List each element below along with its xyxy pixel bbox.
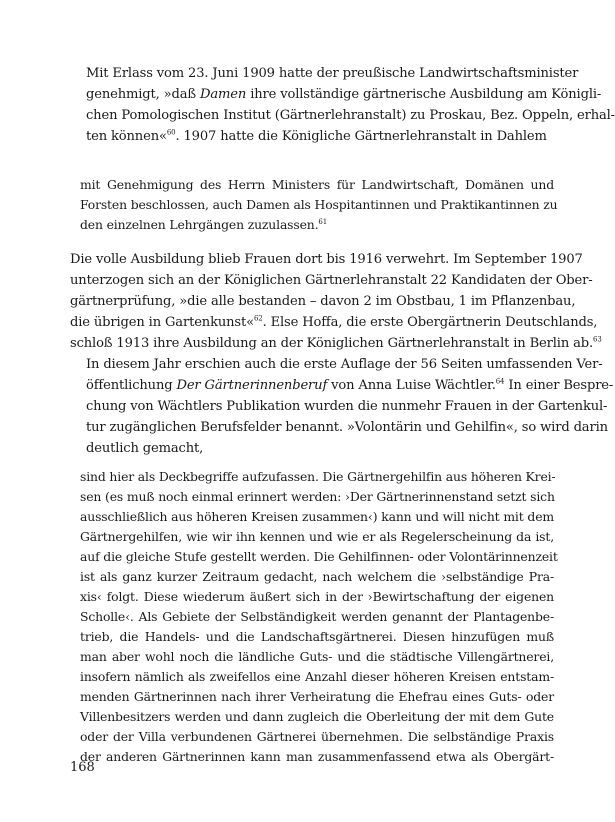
text-line: Die volle Ausbildung blieb Frauen dort bis 1916 verwehrt. Im September 1907 bbox=[70, 252, 583, 267]
footnote-ref: 61 bbox=[318, 217, 328, 226]
paragraph bbox=[70, 249, 602, 354]
text-line: Scholle‹. Als Gebiete der Selbständigkeit werden genannt der Plantagenbe- bbox=[80, 609, 554, 624]
block-quote bbox=[80, 175, 558, 235]
page-number: 168 bbox=[70, 760, 95, 775]
text-line: deutlich gemacht, bbox=[86, 441, 204, 456]
text-line: xis‹ folgt. Diese wiederum äußert sich in der ›Bewirtschaftung der eigenen bbox=[80, 589, 554, 604]
text-line: mit Genehmigung des Herrn Ministers für Landwirtschaft, Domänen und bbox=[80, 177, 554, 192]
text-line: genehmigt, »daß Damen ihre vollständige gärtnerische Ausbildung am Königli- bbox=[86, 87, 602, 102]
text-line: gärtnerprüfung, »die alle bestanden – davon 2 im Obstbau, 1 im Pflanzenbau, bbox=[70, 294, 576, 309]
text-line: trieb, die Handels- und die Landschaftsgärtnerei. Diesen hinzufügen muß bbox=[80, 629, 554, 644]
text-line: chung von Wächtlers Publikation wurden die nunmehr Frauen in der Gartenkul- bbox=[86, 399, 608, 414]
footnote-ref: 63 bbox=[593, 335, 602, 344]
text-line: man aber wohl noch die ländliche Guts- und die städtische Villengärtnerei, bbox=[80, 649, 554, 664]
text-line: Gärtnergehilfen, wie wir ihn kennen und wie er als Regelerscheinung da ist, bbox=[80, 529, 554, 544]
text-line: auf die gleiche Stufe gestellt werden. Die Gehilfinnen- oder Volontärinnenzeit bbox=[80, 549, 558, 564]
text-line: sen (es muß noch einmal erinnert werden: ›Der Gärtnerinnenstand setzt sich bbox=[80, 489, 555, 504]
text-line: Forsten beschlossen, auch Damen als Hospitantinnen und Praktikantinnen zu bbox=[80, 197, 558, 212]
text-line: der anderen Gärtnerinnen kann man zusammenfassend etwa als Obergärt- bbox=[80, 749, 554, 764]
text-line: tur zugänglichen Berufsfelder benannt. »Volontärin und Gehilfin«, so wird darin bbox=[86, 420, 608, 435]
text-line: Villenbesitzers werden und dann zugleich die Oberleitung der mit dem Gute bbox=[80, 709, 554, 724]
text-line: ist als ganz kurzer Zeitraum gedacht, nach welchem die ›selbständige Pra- bbox=[80, 569, 554, 584]
text-line: den einzelnen Lehrgängen zuzulassen.$^{61}$ bbox=[80, 217, 328, 232]
block-quote bbox=[80, 467, 558, 767]
text-line: Mit Erlass vom 23. Juni 1909 hatte der preußische Landwirtschaftsminister bbox=[86, 66, 579, 81]
text-line: öffentlichung Der Gärtnerinnenberuf von Anna Luise Wächtler.$^{64}$ In einer Bespre- bbox=[86, 377, 614, 393]
text-line: die übrigen in Gartenkunst«$^{62}$. Else Hoffa, die erste Obergärtnerin Deutschlands, bbox=[70, 314, 598, 330]
footnote-ref: 60 bbox=[166, 128, 176, 137]
text-line: insofern nämlich als zweifellos eine Anzahl dieser höheren Kreisen entstam- bbox=[80, 669, 554, 684]
text-line: unterzogen sich an der Königlichen Gärtnerlehranstalt 22 Kandidaten der Ober- bbox=[70, 273, 593, 288]
footnote-ref: 64 bbox=[495, 377, 505, 386]
text-line: ausschließlich aus höheren Kreisen zusammen‹) kann und will nicht mit dem bbox=[80, 509, 554, 524]
text-line: ten können«$^{60}$. 1907 hatte die Königliche Gärtnerlehranstalt in Dahlem bbox=[86, 128, 547, 144]
emphasis: Damen bbox=[200, 87, 247, 102]
text-line: schloß 1913 ihre Ausbildung an der Königlichen Gärtnerlehranstalt in Berlin ab.$^{63}$ bbox=[70, 335, 602, 351]
paragraph bbox=[70, 63, 615, 147]
book-title: Der Gärtnerinnenberuf bbox=[176, 378, 328, 393]
text-line: menden Gärtnerinnen nach ihrer Verheiratung die Ehefrau eines Guts- oder bbox=[80, 689, 554, 704]
text-line: chen Pomologischen Institut (Gärtnerlehranstalt) zu Proskau, Bez. Oppeln, erhal- bbox=[86, 108, 615, 123]
text-line: sind hier als Deckbegriffe aufzufassen. Die Gärtnergehilfin aus höheren Krei- bbox=[80, 469, 556, 484]
paragraph bbox=[70, 354, 614, 459]
footnote-ref: 62 bbox=[253, 314, 263, 323]
text-line: In diesem Jahr erschien auch die erste Auflage der 56 Seiten umfassenden Ver- bbox=[86, 357, 603, 372]
text-line: oder der Villa verbundenen Gärtnerei übernehmen. Die selbständige Praxis bbox=[80, 729, 554, 744]
